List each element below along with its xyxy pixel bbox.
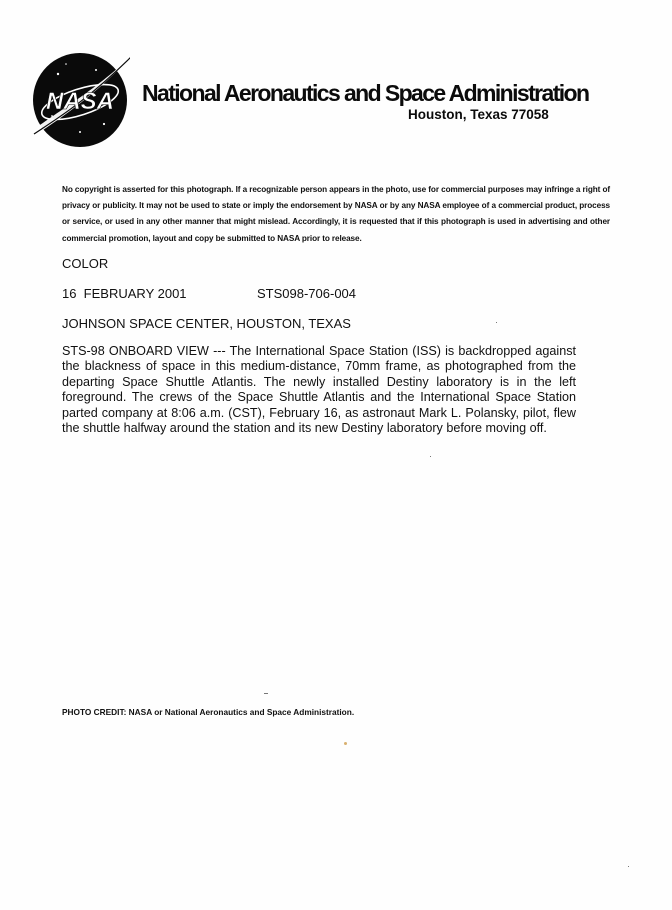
release-date: 16 FEBRUARY 2001 (62, 286, 187, 301)
agency-name: National Aeronautics and Space Administration (142, 80, 589, 106)
agency-address: Houston, Texas 77058 (408, 107, 549, 122)
photo-id: STS098-706-004 (257, 286, 357, 301)
color-label: COLOR (62, 256, 109, 271)
nasa-logo-icon (30, 50, 130, 150)
scan-speck (628, 866, 629, 867)
location: JOHNSON SPACE CENTER, HOUSTON, TEXAS (62, 316, 351, 331)
photo-credit: PHOTO CREDIT: NASA or National Aeronautics and Space Administration. (62, 707, 355, 717)
nasa-logo-text: NASA (45, 88, 115, 115)
copyright-disclaimer: No copyright is asserted for this photograph. If a recognizable person appears in the photo, use for commercial purposes may infringe a right of privacy or publicity. It may not be used to state or imply the endorsement by NASA or by any NASA employee of a commercial product, process or service, or used in any other manner that might mislead. Accordingly, it is requested that if this photograph is used in advertising and other commercial promotion, layout and copy be submitted to NASA prior to release. (62, 185, 610, 243)
scan-speck (430, 456, 431, 457)
photo-caption: STS-98 ONBOARD VIEW --- The International Space Station (ISS) is backdropped against the blackness of space in this medium-distance, 70mm frame, as photographed from the departing Space Shuttle Atlantis. The newly installed Destiny laboratory is in the left foreground. The crews of the Space Shuttle Atlantis and the International Space Station parted company at 8:06 a.m. (CST), February 16, as astronaut Mark L. Polansky, pilot, flew the shuttle halfway around the station and its new Destiny laboratory before moving off. (62, 344, 576, 436)
scan-speck (496, 322, 497, 323)
scan-speck (264, 693, 268, 694)
scan-speck (344, 742, 347, 745)
